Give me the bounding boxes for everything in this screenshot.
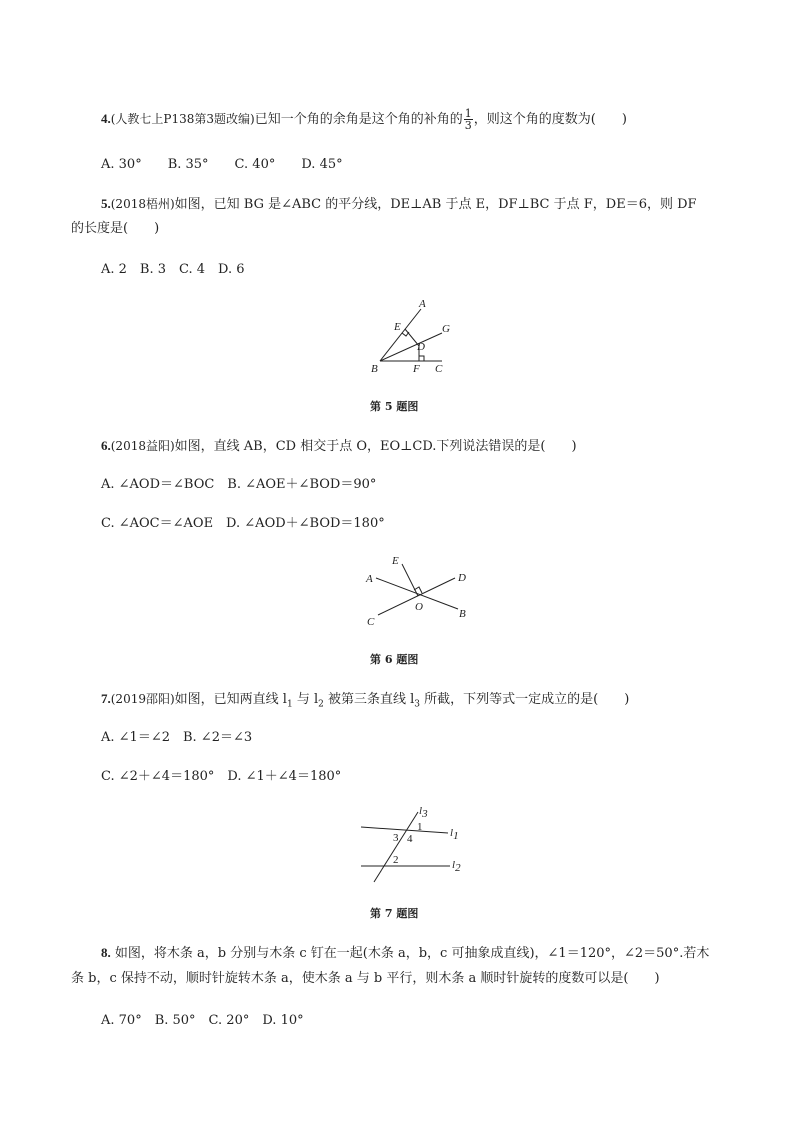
q6-stem	[101, 437, 577, 456]
q4-stem	[101, 108, 627, 131]
label-d: D	[458, 572, 466, 584]
q7-text-mid1: 与 l	[292, 692, 319, 707]
label-b: B	[371, 363, 378, 375]
q7-source: (2019邵阳)	[110, 692, 175, 706]
q6-figure	[362, 550, 477, 632]
label-o: O	[415, 601, 423, 613]
right-angle-mark-e	[402, 332, 409, 336]
label-e: E	[394, 321, 401, 333]
label-angle-4: 4	[407, 833, 413, 845]
q5-number: 5.	[101, 196, 111, 211]
q7-sub3: 3	[414, 699, 421, 710]
q5-source: (2018梧州)	[110, 197, 175, 211]
label-b: B	[459, 608, 466, 620]
q4-fraction	[464, 108, 473, 131]
q7-figure	[358, 800, 468, 885]
label-angle-3: 3	[393, 832, 399, 844]
q4-source: (人教七上P138第3题改编)	[110, 112, 255, 126]
q4-text-after: ，则这个角的度数为( )	[473, 112, 627, 127]
label-c: C	[367, 616, 375, 628]
label-l3: l3	[419, 805, 428, 820]
q8-options: A. 70° B. 50° C. 20° D. 10°	[101, 1013, 304, 1028]
q5-text: 如图，已知 BG 是∠ABC 的平分线，DE⊥AB 于点 E，DF⊥BC 于点 F，DE＝6，则 DF	[174, 197, 697, 212]
label-l2: l2	[452, 859, 461, 874]
q7-number: 7.	[101, 691, 111, 706]
q6-text: 如图，直线 AB，CD 相交于点 O，EO⊥CD.下列说法错误的是( )	[174, 439, 577, 454]
q4-text-before: 已知一个角的余角是这个角的补角的	[254, 112, 463, 127]
q7-options-line1: A. ∠1＝∠2 B. ∠2＝∠3	[101, 730, 253, 745]
q6-source: (2018益阳)	[110, 439, 175, 453]
line-l3	[374, 812, 418, 882]
line-l1	[361, 827, 448, 833]
label-c: C	[435, 363, 443, 375]
q5-options: A. 2 B. 3 C. 4 D. 6	[101, 262, 245, 277]
q5-figure	[360, 295, 460, 380]
right-angle-mark-f	[419, 356, 424, 361]
q7-sub1: 1	[286, 699, 293, 710]
q8-stem-line1	[101, 944, 709, 963]
q7-text-after: 所截，下列等式一定成立的是( )	[420, 692, 630, 707]
label-g: G	[442, 323, 450, 335]
q7-text-before: 如图，已知两直线 l	[174, 692, 287, 707]
label-a: A	[419, 298, 426, 310]
q7-caption: 第 7 题图	[370, 907, 419, 920]
q7-options-line2: C. ∠2＋∠4＝180° D. ∠1＋∠4＝180°	[101, 769, 342, 784]
label-l1: l1	[450, 827, 459, 842]
q5-stem-line2: 的长度是( )	[71, 221, 160, 236]
q7-text-mid2: 被第三条直线 l	[323, 692, 415, 707]
label-angle-1: 1	[417, 821, 423, 833]
q8-stem-line2: 条 b，c 保持不动，顺时针旋转木条 a，使木条 a 与 b 平行，则木条 a 顺时针旋转的度数可以是( )	[71, 971, 660, 986]
q7-sub2: 2	[318, 699, 324, 710]
q8-text: 如图，将木条 a，b 分别与木条 c 钉在一起(木条 a，b，c 可抽象成直线)，∠1＝120°，∠2＝50°.若木	[110, 946, 710, 961]
q6-options-line2: C. ∠AOC＝∠AOE D. ∠AOD＋∠BOD＝180°	[101, 516, 385, 531]
ray-bg	[380, 333, 442, 361]
q8-number: 8.	[101, 945, 111, 960]
label-a: A	[366, 573, 373, 585]
label-angle-2: 2	[393, 854, 399, 866]
q4-options: A. 30° B. 35° C. 40° D. 45°	[101, 157, 343, 172]
ray-ba	[380, 309, 421, 361]
label-e: E	[392, 555, 399, 567]
q4-frac-num: 1	[464, 107, 472, 120]
q6-number: 6.	[101, 438, 111, 453]
q6-options-line1: A. ∠AOD＝∠BOC B. ∠AOE＋∠BOD＝90°	[101, 477, 377, 492]
q4-frac-den: 3	[464, 119, 472, 132]
q5-stem-line1	[101, 195, 697, 214]
q6-caption: 第 6 题图	[370, 653, 419, 666]
label-f: F	[413, 363, 420, 375]
q5-caption: 第 5 题图	[370, 400, 419, 413]
q7-stem	[101, 690, 629, 714]
q4-number: 4.	[101, 111, 111, 126]
label-d: D	[417, 341, 425, 353]
